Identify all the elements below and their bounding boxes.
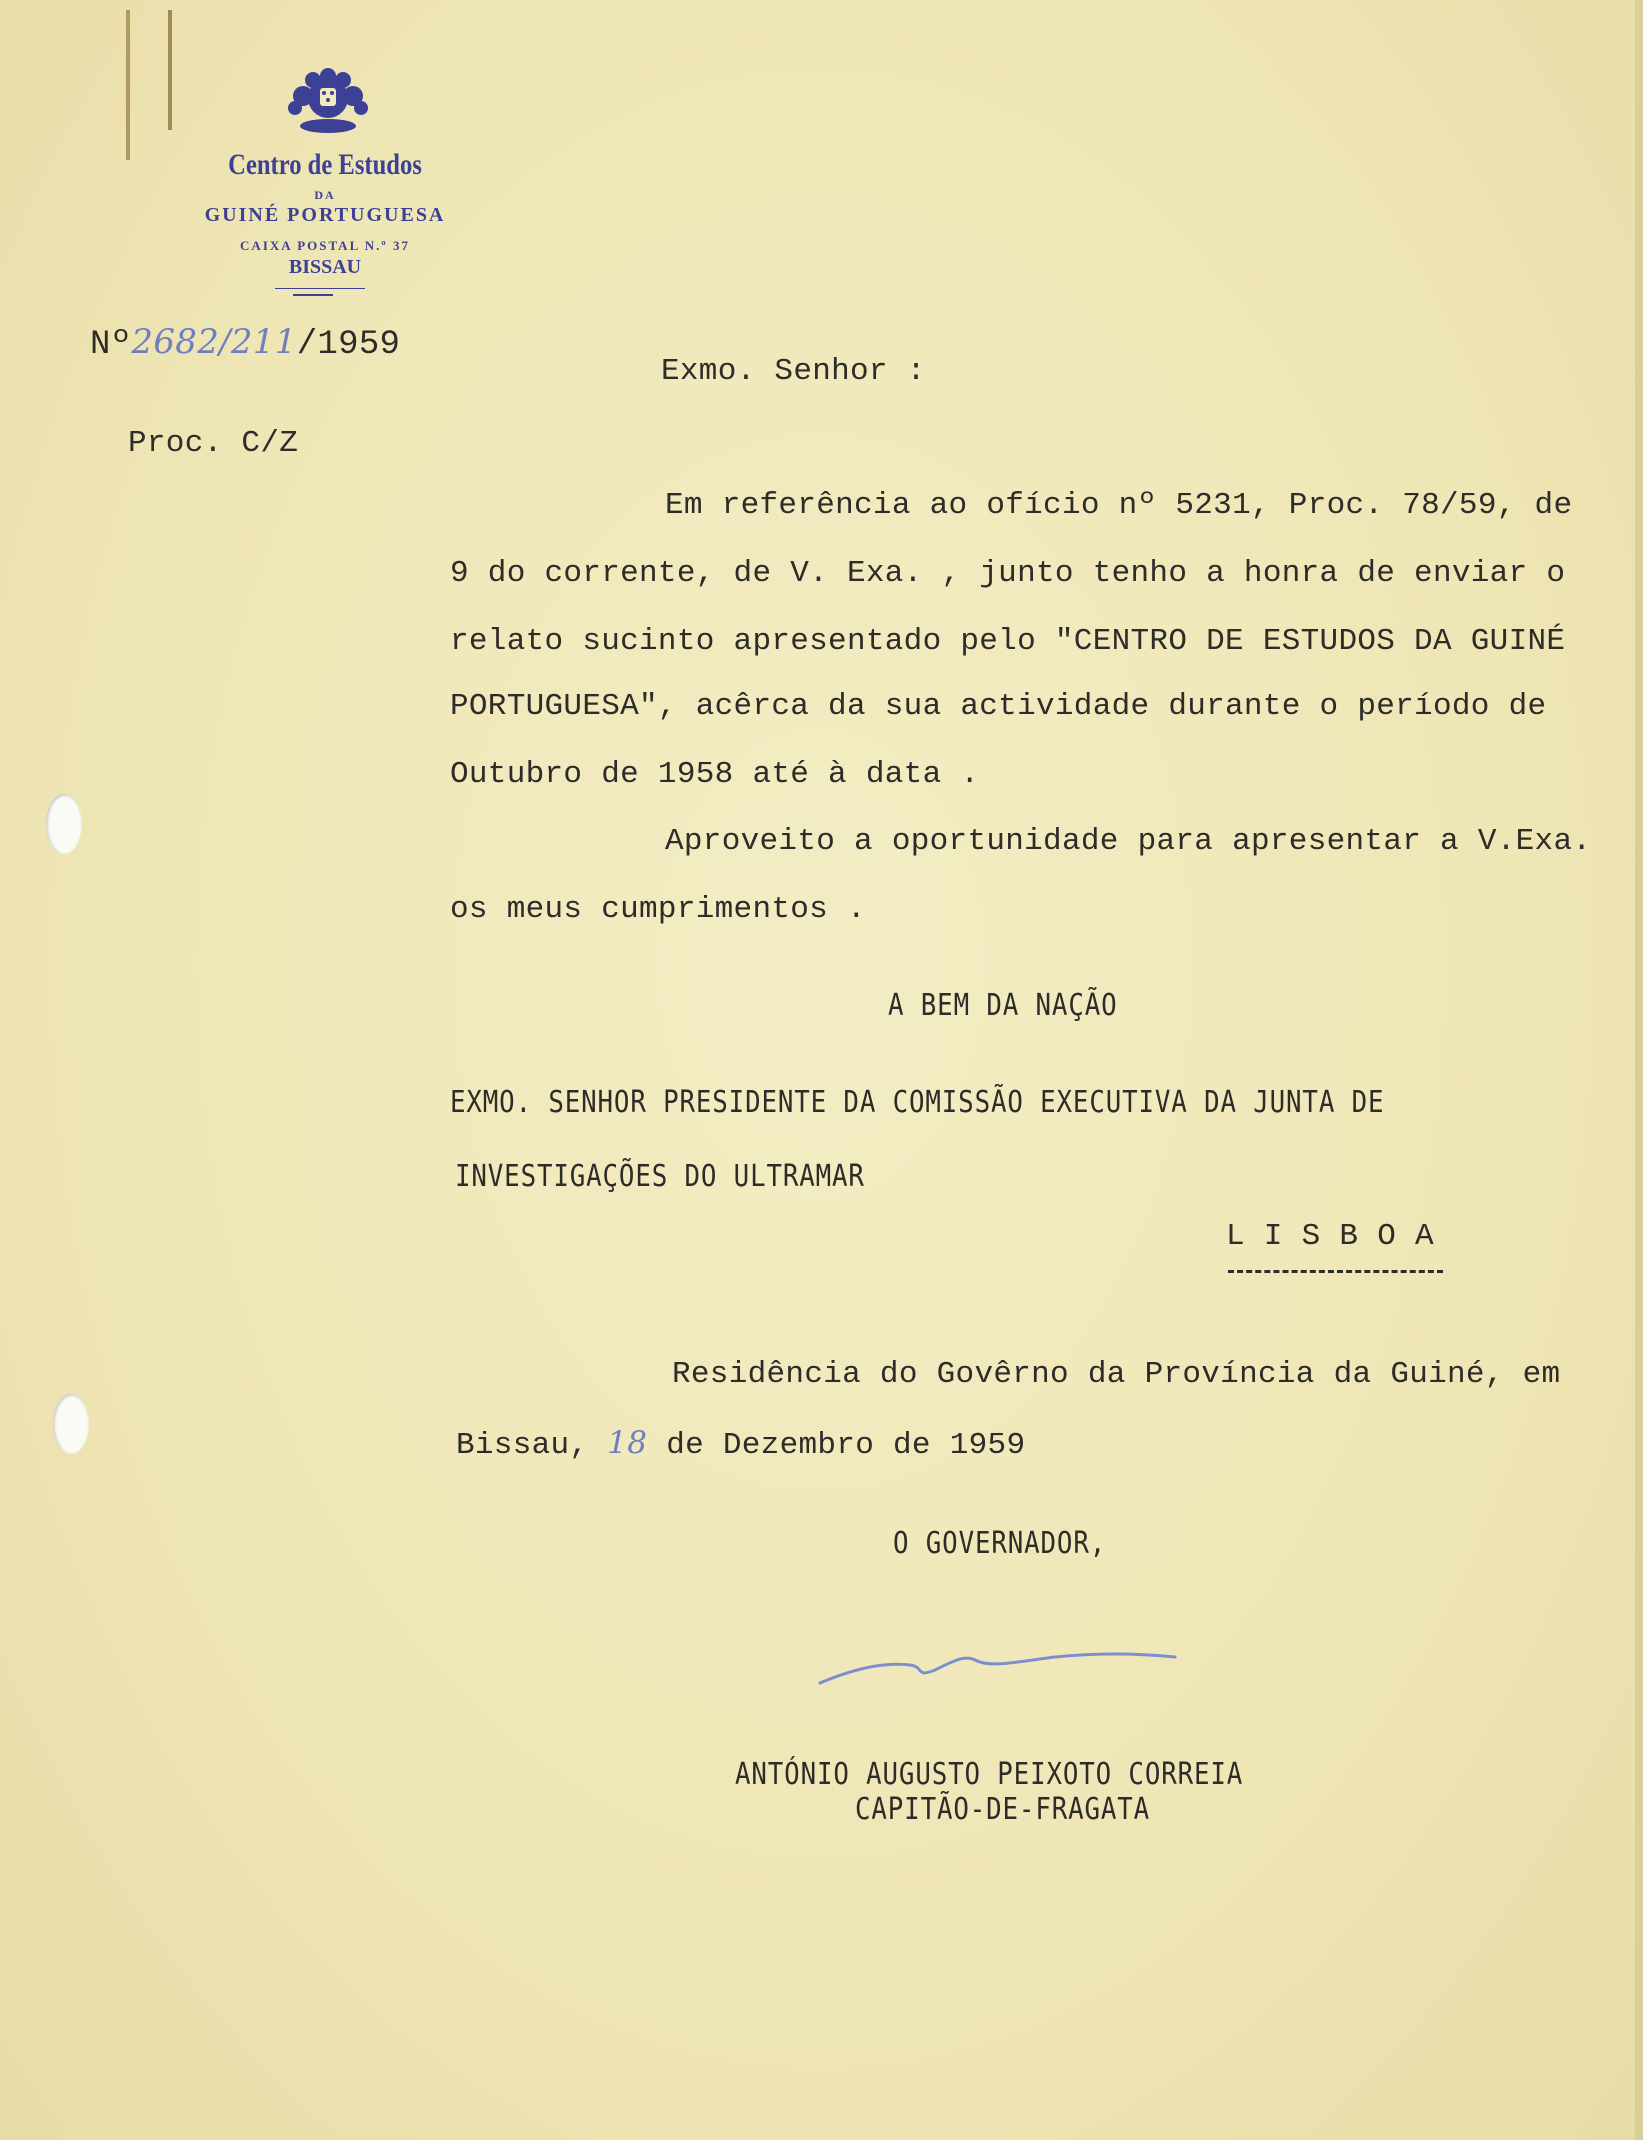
letterhead-line5: BISSAU: [288, 256, 362, 278]
addressee-line: INVESTIGAÇÕES DO ULTRAMAR: [455, 1159, 865, 1194]
signatory-rank: CAPITÃO-DE-FRAGATA: [855, 1792, 1151, 1827]
addressee-line: EXMO. SENHOR PRESIDENTE DA COMISSÃO EXECUTIVA DA JUNTA DE: [450, 1085, 1385, 1120]
letterhead-line3: GUINÉ PORTUGUESA: [204, 204, 446, 226]
closing-place: Bissau,: [456, 1428, 589, 1463]
body-line: 9 do corrente, de V. Exa. , junto tenho a honra de enviar o: [450, 556, 1566, 591]
signature-icon: [815, 1640, 1185, 1690]
city-underline: [1228, 1270, 1443, 1273]
signatory-title: O GOVERNADOR,: [893, 1526, 1107, 1561]
punch-hole: [53, 1394, 89, 1454]
body-line: Aproveito a oportunidade para apresentar a V.Exa.: [665, 824, 1592, 859]
staple-mark: [126, 10, 130, 160]
body-line: PORTUGUESA", acêrca da sua actividade durante o período de: [450, 689, 1547, 724]
closing-line: Residência do Govêrno da Província da Guiné, em: [672, 1357, 1561, 1392]
letterhead-line2: DA: [314, 188, 336, 202]
body-line: Em referência ao ofício nº 5231, Proc. 78/59, de: [665, 488, 1573, 523]
closing-date: de Dezembro de 1959: [666, 1428, 1026, 1463]
body-line: relato sucinto apresentado pelo "CENTRO DE ESTUDOS DA GUINÉ: [450, 624, 1566, 659]
letterhead-line4: CAIXA POSTAL N.º 37: [240, 238, 410, 253]
reference-handwritten: 2682/211: [131, 322, 297, 362]
closing-date-line: [456, 1425, 1025, 1463]
letterhead-line1: Centro de Estudos: [228, 148, 422, 181]
proc-reference: Proc. C/Z: [128, 426, 299, 461]
motto: A BEM DA NAÇÃO: [888, 988, 1118, 1023]
paper-edge: [1635, 0, 1643, 2140]
reference-year: /1959: [296, 326, 401, 364]
reference-prefix: Nº: [90, 326, 132, 364]
letterhead-rule: [293, 294, 333, 296]
body-line: os meus cumprimentos .: [450, 892, 866, 927]
staple-mark: [168, 10, 172, 130]
punch-hole: [46, 794, 82, 854]
reference-number: [90, 322, 400, 364]
salutation: Exmo. Senhor :: [661, 354, 926, 389]
letterhead-rule: [275, 288, 365, 289]
coat-of-arms-icon: [283, 68, 373, 138]
destination-city: L I S B O A: [1226, 1219, 1434, 1254]
signatory-name: ANTÓNIO AUGUSTO PEIXOTO CORREIA: [735, 1757, 1244, 1792]
body-line: Outubro de 1958 até à data .: [450, 757, 980, 792]
handwritten-day: 18: [607, 1425, 648, 1461]
